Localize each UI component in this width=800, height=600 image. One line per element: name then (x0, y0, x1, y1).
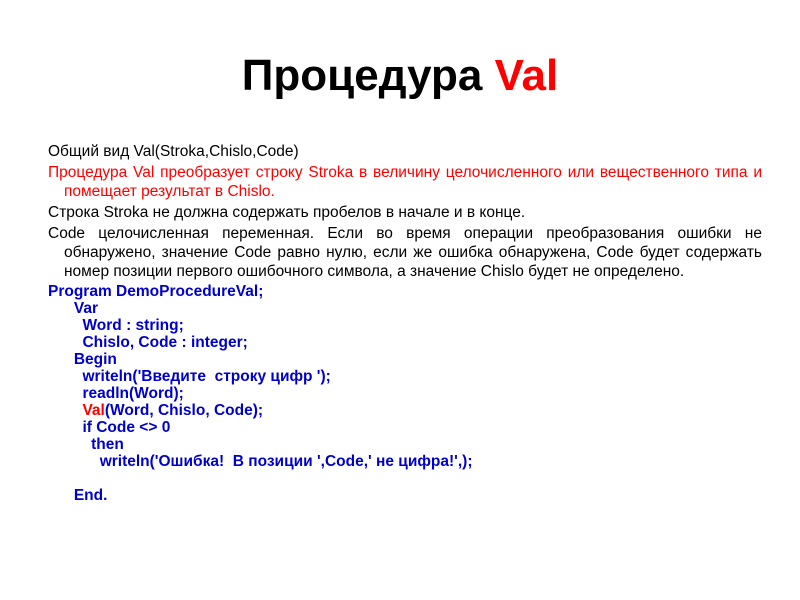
code-line-val: Val(Word, Chislo, Code); (82, 402, 264, 419)
code-line-blank (48, 470, 762, 487)
code-listing (48, 283, 762, 504)
spaces-note: Строка Stroka не должна содержать пробелов в начале и в конце. (48, 204, 526, 221)
code-line-var: Var (73, 300, 98, 317)
syntax-line: Общий вид Val(Stroka,Chislo,Code) (48, 143, 299, 160)
title-prefix: Процедура (241, 51, 495, 100)
code-line-readln: readln(Word); (82, 385, 184, 402)
slide-body (48, 142, 762, 504)
code-line-word-decl: Word : string; (82, 317, 184, 334)
code-explanation: Code целочисленная переменная. Если во время операции преобразования ошибки не обнаружено, значение Code равно нулю, если же ошибка обнаружена, Code будет содержать номер позиции первого ошибочного символа, а значение Chislo будет не определено. (48, 225, 762, 280)
code-line-if: if Code <> 0 (82, 419, 171, 436)
code-line-then: then (91, 436, 124, 453)
slide-title (0, 52, 800, 100)
code-line-writeln-error: writeln('Ошибка! В позиции ',Code,' не цифра!',); (99, 453, 473, 470)
code-line-begin: Begin (73, 351, 117, 368)
code-line-end: End. (73, 487, 108, 504)
code-line-program: Program DemoProcedureVal; (48, 283, 264, 300)
title-accent: Val (494, 51, 559, 100)
code-line-chislo-decl: Chislo, Code : integer; (82, 334, 248, 351)
description-paragraph: Процедура Val преобразует строку Stroka в величину целочисленного или вещественного типа и помещает результат в Chislo. (48, 164, 762, 200)
code-line-writeln-prompt: writeln('Введите строку цифр '); (82, 368, 331, 385)
val-keyword: Val (82, 402, 105, 419)
